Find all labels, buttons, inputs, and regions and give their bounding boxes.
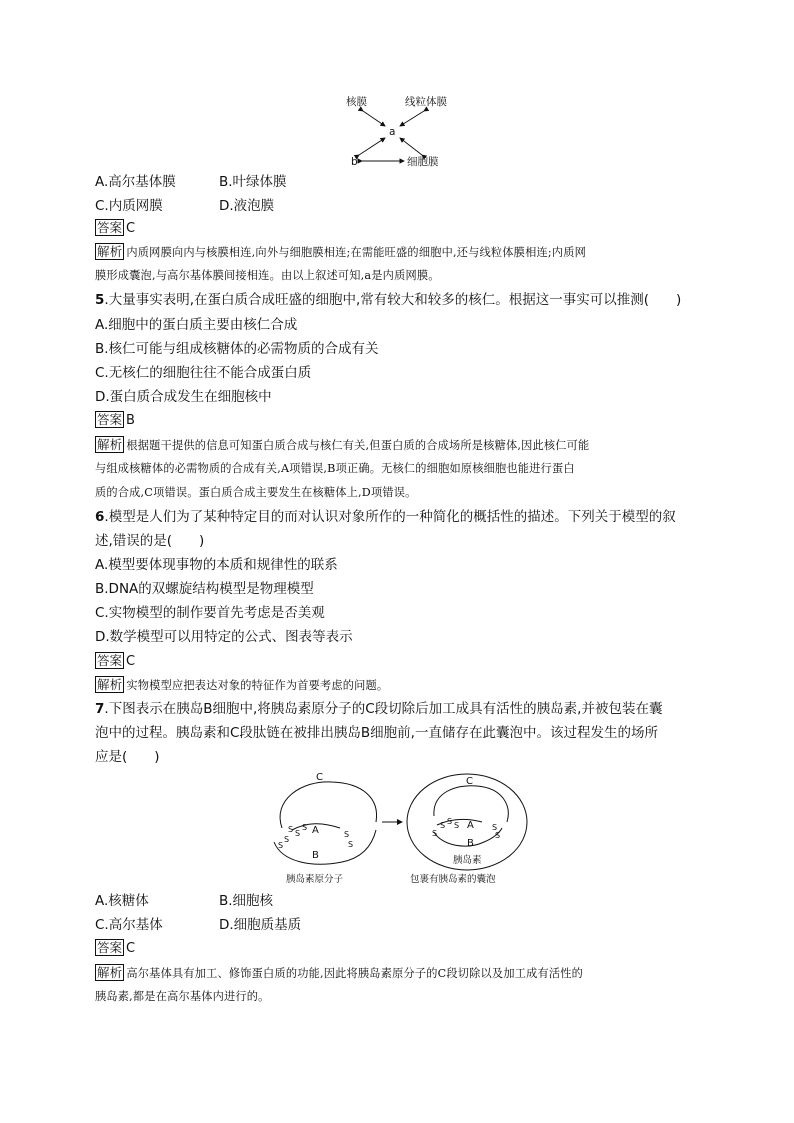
cell-membrane-label: 细胞膜 — [407, 156, 439, 168]
q5-number: 5 — [95, 292, 105, 308]
q6-answer — [95, 652, 135, 671]
explanation-tag: 解析 — [97, 965, 123, 980]
vesicle-c-chain — [434, 786, 508, 822]
right-disulfide-s5: S — [492, 823, 498, 832]
q5-stem — [95, 291, 681, 309]
proinsulin-b-chain — [274, 830, 376, 864]
explanation-tag: 解析 — [97, 437, 123, 452]
q7-explanation-line2: 胰岛素,都是在高尔基体内进行的。 — [95, 990, 270, 1003]
q4-explanation-line2: 膜形成囊泡,与高尔基体膜间接相连。由以上叙述可知,a是内质网膜。 — [95, 269, 440, 282]
node-a-label: a — [389, 126, 396, 138]
q7-stem-line3: 应是( ) — [95, 749, 160, 765]
q5-option-a: A.细胞中的蛋白质主要由核仁合成 — [95, 317, 298, 333]
q7-stem-text1: .下图表示在胰岛B细胞中,将胰岛素原分子的C段切除后加工成具有活性的胰岛素,并被包装在囊 — [104, 701, 663, 717]
left-disulfide-s3: S — [302, 823, 308, 832]
q4-answer-value: C — [126, 221, 136, 236]
right-disulfide-s4: S — [432, 829, 438, 838]
q6-option-c: C.实物模型的制作要首先考虑是否美观 — [95, 605, 325, 621]
answer-tag: 答案 — [97, 653, 123, 668]
nuclear-membrane-label: 核膜 — [346, 96, 367, 108]
left-a-label: A — [312, 825, 319, 836]
q7-option-c: C.高尔基体 — [95, 917, 163, 933]
left-disulfide-s1: S — [288, 825, 294, 834]
q5-option-c: C.无核仁的细胞往往不能合成蛋白质 — [95, 365, 312, 381]
q7-stem-line2: 泡中的过程。胰岛素和C段肽链在被排出胰岛B细胞前,一直储存在此囊泡中。该过程发生的场所 — [95, 725, 658, 741]
q7-option-d: D.细胞质基质 — [219, 917, 302, 933]
q6-stem-line1 — [95, 508, 676, 526]
q5-stem-text: .大量事实表明,在蛋白质合成旺盛的细胞中,常有较大和较多的核仁。根据这一事实可以推测( ) — [104, 292, 682, 308]
q7-option-b: B.细胞核 — [219, 893, 274, 909]
q5-answer — [95, 411, 135, 430]
q4-explanation-text1: 内质网膜向内与核膜相连,向外与细胞膜相连;在需能旺盛的细胞中,还与线粒体膜相连;内质网 — [126, 246, 586, 259]
q7-answer-value: C — [126, 941, 136, 956]
q7-explanation-text1: 高尔基体具有加工、修饰蛋白质的功能,因此将胰岛素原分子的C段切除以及加工成有活性的 — [126, 967, 584, 980]
q5-answer-value: B — [126, 413, 135, 428]
left-c-label: C — [316, 772, 323, 783]
q7-number: 7 — [95, 701, 105, 717]
q7-option-a: A.核糖体 — [95, 893, 149, 909]
arrow-cell-a — [400, 138, 422, 155]
answer-tag: 答案 — [97, 220, 123, 235]
q5-explanation-line2: 与组成核糖体的必需物质的合成有关,A项错误,B项正确。无核仁的细胞如原核细胞也能进行蛋白 — [95, 462, 575, 475]
q4-option-d: D.液泡膜 — [219, 198, 275, 214]
q4-option-b: B.叶绿体膜 — [219, 174, 287, 190]
right-disulfide-s2: S — [447, 817, 453, 826]
q6-option-a: A.模型要体现事物的本质和规律性的联系 — [95, 557, 338, 573]
arrow-nuclear-a — [363, 111, 385, 126]
left-disulfide-s7: S — [348, 840, 354, 849]
q6-answer-value: C — [126, 654, 136, 669]
right-disulfide-s1: S — [440, 821, 446, 830]
arrow-b-a — [359, 138, 385, 155]
left-disulfide-s4: S — [278, 841, 284, 850]
q7-stem-line1 — [95, 700, 662, 718]
explanation-tag: 解析 — [97, 244, 123, 259]
arrow-mito-a — [400, 111, 424, 126]
right-disulfide-s6: S — [495, 831, 501, 840]
left-caption: 胰岛素原分子 — [286, 874, 344, 885]
insulin-processing-diagram — [262, 770, 532, 888]
node-b-label: b — [351, 156, 358, 168]
membrane-relation-diagram — [330, 88, 470, 172]
q4-option-c: C.内质网膜 — [95, 198, 163, 214]
q6-explanation-text1: 实物模型应把表达对象的特征作为首要考虑的问题。 — [126, 679, 389, 692]
mito-membrane-label: 线粒体膜 — [405, 96, 447, 108]
q4-option-a: A.高尔基体膜 — [95, 174, 176, 190]
insulin-label: 胰岛素 — [453, 855, 482, 866]
q5-option-b: B.核仁可能与组成核糖体的必需物质的合成有关 — [95, 341, 379, 357]
left-disulfide-s6: S — [344, 830, 350, 839]
q6-number: 6 — [95, 509, 105, 525]
right-caption: 包裹有胰岛素的囊泡 — [410, 874, 496, 885]
right-b-label: B — [467, 838, 474, 849]
q6-stem-line2: 述,错误的是( ) — [95, 533, 205, 549]
q7-answer — [95, 939, 135, 958]
q5-explanation-line1 — [95, 436, 589, 455]
q6-explanation-line1 — [95, 676, 388, 695]
left-b-label: B — [312, 850, 319, 861]
q5-explanation-text1: 根据题干提供的信息可知蛋白质合成与核仁有关,但蛋白质的合成场所是核糖体,因此核仁可能 — [126, 439, 590, 452]
explanation-tag: 解析 — [97, 677, 123, 692]
right-a-label: A — [467, 820, 474, 831]
q4-explanation-line1 — [95, 243, 586, 262]
q5-option-d: D.蛋白质合成发生在细胞核中 — [95, 389, 272, 405]
q7-explanation-line1 — [95, 964, 583, 983]
right-disulfide-s3: S — [454, 821, 460, 830]
q6-stem-text1: .模型是人们为了某种特定目的而对认识对象所作的一种简化的概括性的描述。下列关于模型的叙 — [104, 509, 676, 525]
left-disulfide-s5: S — [284, 835, 290, 844]
q6-option-d: D.数学模型可以用特定的公式、图表等表示 — [95, 629, 353, 645]
proinsulin-c-chain — [280, 782, 377, 828]
q6-option-b: B.DNA的双螺旋结构模型是物理模型 — [95, 581, 314, 597]
q5-explanation-line3: 质的合成,C项错误。蛋白质合成主要发生在核糖体上,D项错误。 — [95, 486, 417, 499]
answer-tag: 答案 — [97, 940, 123, 955]
left-disulfide-s2: S — [295, 829, 301, 838]
q4-answer — [95, 219, 135, 238]
right-c-label: C — [466, 776, 473, 787]
answer-tag: 答案 — [97, 412, 123, 427]
